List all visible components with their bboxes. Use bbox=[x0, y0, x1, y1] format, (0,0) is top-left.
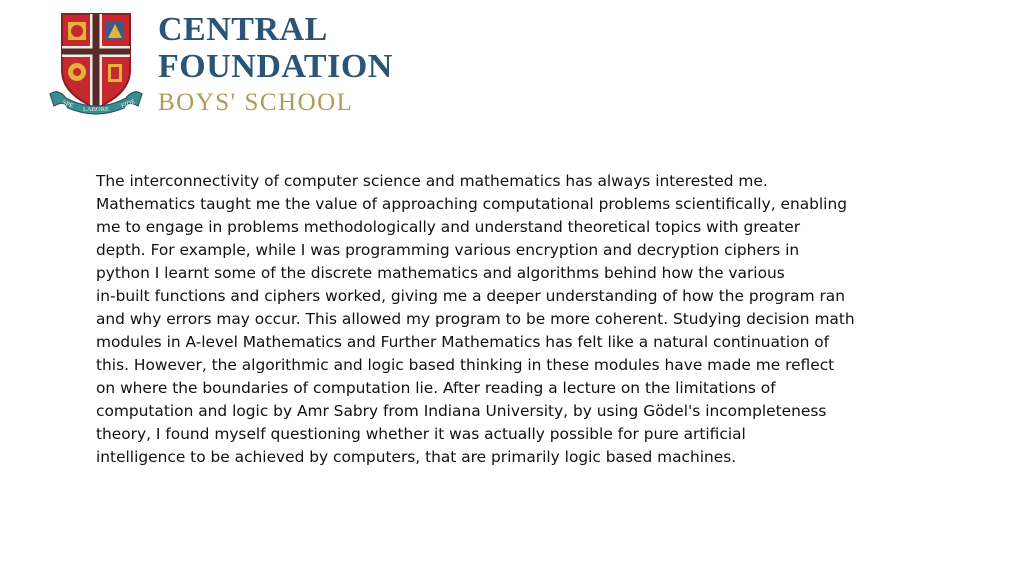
school-name bbox=[158, 10, 393, 115]
paragraph-line: Mathematics taught me the value of approaching computational problems scientifically, enabling bbox=[96, 195, 847, 213]
motto-left: SPE bbox=[61, 99, 75, 110]
paragraph-line: depth. For example, while I was programming various encryption and decryption ciphers in bbox=[96, 241, 800, 259]
school-name-line3: BOYS' SCHOOL bbox=[158, 89, 354, 116]
paragraph-line: in-built functions and ciphers worked, giving me a deeper understanding of how the program ran bbox=[96, 287, 845, 305]
school-name-line2: FOUNDATION bbox=[158, 48, 393, 85]
school-crest-icon bbox=[48, 10, 144, 116]
paragraph-line: and why errors may occur. This allowed my program to be more coherent. Studying decision math bbox=[96, 310, 855, 328]
paragraph-line: The interconnectivity of computer science and mathematics has always interested me. bbox=[96, 172, 768, 190]
motto-center: LABORE bbox=[83, 106, 109, 113]
paragraph-line: theory, I found myself questioning whether it was actually possible for pure artificial bbox=[96, 425, 746, 443]
school-logo bbox=[48, 10, 393, 116]
paragraph-line: modules in A-level Mathematics and Further Mathematics has felt like a natural continuation of bbox=[96, 333, 830, 351]
paragraph-line: python I learnt some of the discrete mathematics and algorithms behind how the various bbox=[96, 264, 785, 282]
paragraph-line: intelligence to be achieved by computers, that are primarily logic based machines. bbox=[96, 448, 737, 466]
paragraph-line: me to engage in problems methodologically and understand theoretical topics with greater bbox=[96, 218, 801, 236]
paragraph-line: on where the boundaries of computation lie. After reading a lecture on the limitations of bbox=[96, 379, 776, 397]
paragraph-line: this. However, the algorithmic and logic based thinking in these modules have made me reflect bbox=[96, 356, 835, 374]
school-name-line1: CENTRAL bbox=[158, 11, 328, 48]
paragraph-line: computation and logic by Amr Sabry from Indiana University, by using Gödel's incompleteness bbox=[96, 402, 827, 420]
personal-statement-paragraph bbox=[96, 170, 866, 469]
motto-right: FIDE bbox=[120, 98, 137, 110]
